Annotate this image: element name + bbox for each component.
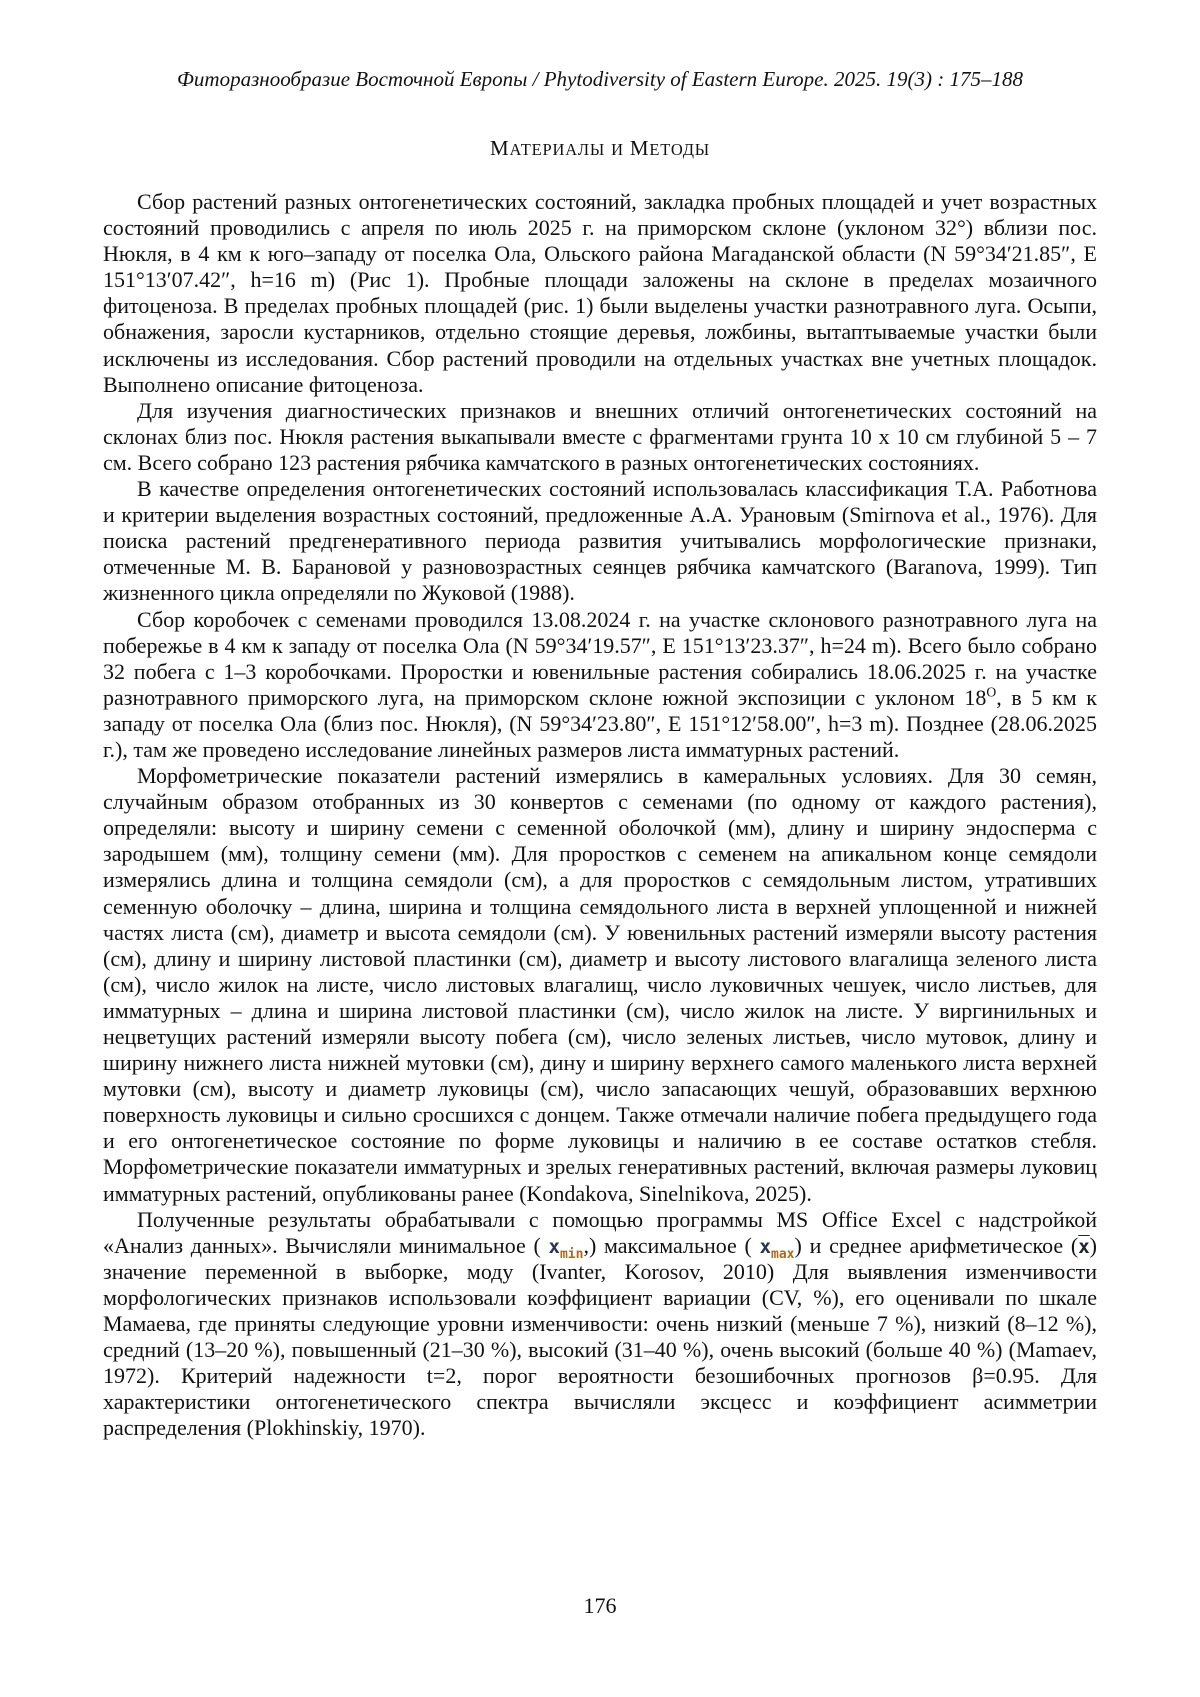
section-title-initial: М <box>629 136 650 160</box>
paragraph: В качестве определения онтогенетических состояний использовалась классификация Т.А. Работнова и критерии выделения возрастных состояний, предложенные А.А. Урановым (Smirnova et al., 1976). Для поиска растений предгенеративного периода развития учитывались морфологические признаки, отмеченные М. В. Барановой у разновозрастных сеянцев рябчика камчатского (Baranova, 1999). Тип жизненного цикла определяли по Жуковой (1988). <box>103 476 1097 606</box>
page-number: 176 <box>583 1593 617 1618</box>
article-body <box>103 189 1097 1442</box>
math-subscript: max <box>771 1246 795 1262</box>
section-title-conjunction: И <box>611 140 624 159</box>
paragraph: Морфометрические показатели растений измерялись в камеральных условиях. Для 30 семян, случайным образом отобранных из 30 конвертов с семенами (по одному от каждого растения), определяли: высоту и ширину семени с семенной оболочкой (мм), длину и ширину эндосперма с зародышем (мм), толщину семени (мм). Для проростков с семенем на апикальном конце семядоли измерялись длина и толщина семядоли (см), а для проростков с семядольным листом, утративших семенную оболочку – длина, ширина и толщина семядольного листа в верхней уплощенной и нижней частях листа (см), диаметр и высота семядоли (см). У ювенильных растений измеряли высоту растения (см), длину и ширину листовой пластинки (см), диаметр и высоту листового влагалища зеленого листа (см), число жилок на листе, число листовых влагалищ, число луковичных чешуек, число листьев, для имматурных – длина и ширина листовой пластинки (см), число жилок на листе. У виргинильных и нецветущих растений измеряли высоту побега (см), число зеленых листьев, число мутовок, длину и ширину нижнего листа нижней мутовки (см), дину и ширину верхнего самого маленького листа верхней мутовки (см), высоту и диаметр луковицы (см), число запасающих чешуй, образовавших верхнюю поверхность луковицы и сильно сросшихся с донцем. Также отмечали наличие побега предыдущего года и его онтогенетическое состояние по форме луковицы и наличию в ее составе остатков стебля. Морфометрические показатели имматурных и зрелых генеративных растений, включая размеры луковиц имматурных растений, опубликованы ранее (Kondakova, Sinelnikova, 2025). <box>103 763 1097 1206</box>
superscript: О <box>986 684 997 700</box>
paragraph: Сбор растений разных онтогенетических состояний, закладка пробных площадей и учет возрастных состояний проводились с апреля по июль 2025 г. на приморском склоне (уклоном 32°) вблизи пос. Нюкля, в 4 км к юго–западу от поселка Ола, Ольского района Магаданской области (N 59°34′21.85″, E 151°13′07.42″, h=16 m) (Рис 1). Пробные площади заложены на склоне в пределах мозаичного фитоценоза. В пределах пробных площадей (рис. 1) были выделены участки разнотравного луга. Осыпи, обнажения, заросли кустарников, отдельно стоящие деревья, ложбины, вытаптываемые участки были исключены из исследования. Сбор растений проводили на отдельных участках вне учетных площадок. Выполнено описание фитоценоза. <box>103 189 1097 397</box>
section-title-rest: АТЕРИАЛЫ <box>509 140 606 159</box>
math-variable: $x_{min}$ <box>548 1235 584 1262</box>
section-title <box>103 136 1097 161</box>
running-head: Фиторазнообразие Восточной Европы / Phytodiversity of Eastern Europe. 2025. 19(3) : 175–188 <box>177 67 1023 91</box>
section-title-initial: М <box>490 136 510 160</box>
paragraph: Для изучения диагностических признаков и внешних отличий онтогенетических состояний на склонах близ пос. Нюкля растения выкапывали вместе с фрагментами грунта 10 x 10 см глубиной 5 – 7 см. Всего собрано 123 растения рябчика камчатского в разных онтогенетических состояниях. <box>103 397 1097 475</box>
math-variable: $\overline{x}$ <box>1078 1235 1090 1258</box>
math-variable: $x_{max}$ <box>759 1235 795 1262</box>
math-subscript: min <box>559 1246 584 1262</box>
section-title-rest: ЕТОДЫ <box>649 140 710 159</box>
paragraph: Полученные результаты обрабатывали с помощью программы MS Office Excel с надстройкой «Анализ данных». Вычисляли минимальное ( $x_{min}$,) максимальное ( $x_{max}$) и среднее арифметическое $(\overline{x})$ значение переменной в выборке, моду (Ivanter, Korosov, 2010) Для выявления изменчивости морфологических признаков использовали коэффициент вариации (CV, %), его оценивали по шкале Мамаева, где приняты следующие уровни изменчивости: очень низкий (меньше 7 %), низкий (8–12 %), средний (13–20 %), повышенный (21–30 %), высокий (31–40 %), очень высокий (больше 40 %) (Mamaev, 1972). Критерий надежности t=2, порог вероятности безошибочных прогнозов β=0.95. Для характеристики онтогенетического спектра вычисляли эксцесс и коэффициент асимметрии распределения (Plokhinskiy, 1970). <box>103 1206 1097 1441</box>
paragraph: Сбор коробочек с семенами проводился 13.08.2024 г. на участке склонового разнотравного луга на побережье в 4 км к западу от поселка Ола (N 59°34′19.57″, E 151°13′23.37″, h=24 m). Всего было собрано 32 побега с 1–3 коробочками. Проростки и ювенильные растения собирались 18.06.2025 г. на участке разнотравного приморского луга, на приморском склоне южной экспозиции с уклоном $18^О$, в 5 км к западу от поселка Ола (близ пос. Нюкля), (N 59°34′23.80″, E 151°12′58.00″, h=3 m). Позднее (28.06.2025 г.), там же проведено исследование линейных размеров листа имматурных растений. <box>103 606 1097 762</box>
